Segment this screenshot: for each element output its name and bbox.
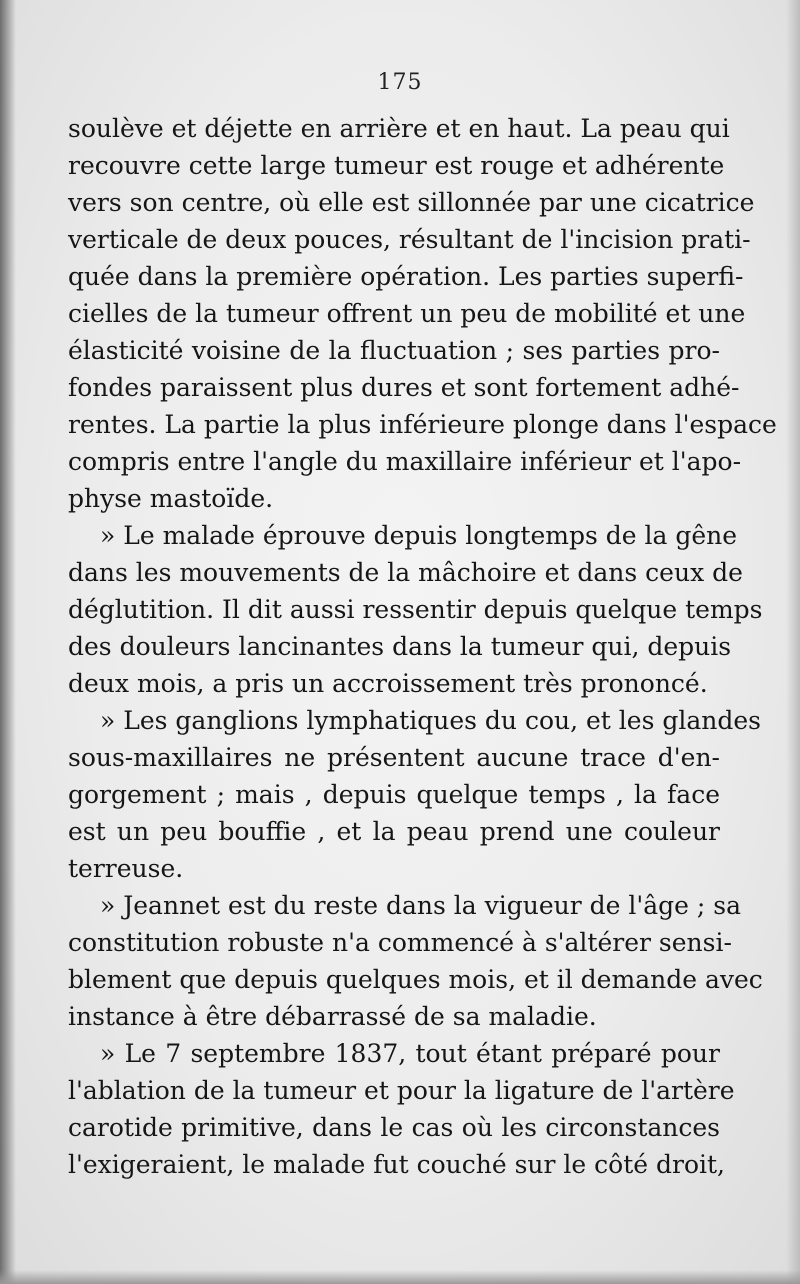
page-gutter-shadow: [0, 0, 16, 1284]
text-line: terreuse.: [68, 854, 184, 883]
paragraph-start-line: » Les ganglions lymphatiques du cou, et les glandes: [100, 706, 761, 735]
text-line: sous-maxillaires ne présentent aucune trace d'en-: [68, 743, 720, 772]
text-line: déglutition. Il dit aussi ressentir depuis quelque temps: [68, 595, 763, 624]
page-number: 175: [377, 70, 423, 95]
paragraph-start-line: » Le malade éprouve depuis longtemps de la gêne: [100, 521, 738, 550]
text-line: blement que depuis quelques mois, et il demande avec: [68, 965, 763, 994]
body-text: [68, 110, 777, 1183]
text-line: gorgement ; mais , depuis quelque temps , la face: [68, 780, 720, 809]
text-line: est un peu bouffie , et la peau prend une couleur: [68, 817, 720, 846]
text-line: vers son centre, où elle est sillonnée par une cicatrice: [68, 188, 755, 217]
page-edge-shadow: [786, 0, 800, 1284]
text-line: soulève et déjette en arrière et en haut. La peau qui: [68, 114, 730, 143]
text-line: constitution robuste n'a commencé à s'altérer sensi-: [68, 928, 732, 957]
text-line: recouvre cette large tumeur est rouge et adhérente: [68, 151, 725, 180]
text-line: l'ablation de la tumeur et pour la ligature de l'artère: [68, 1076, 735, 1105]
text-line: l'exigeraient, le malade fut couché sur le côté droit,: [68, 1150, 725, 1179]
text-line: carotide primitive, dans le cas où les circonstances: [68, 1113, 720, 1142]
text-line: dans les mouvements de la mâchoire et dans ceux de: [68, 558, 743, 587]
text-line: élasticité voisine de la fluctuation ; ses parties pro-: [68, 336, 720, 365]
text-line: physe mastoïde.: [68, 484, 274, 513]
paragraph-start-line: » Le 7 septembre 1837, tout étant préparé pour: [100, 1039, 720, 1068]
text-line: rentes. La partie la plus inférieure plonge dans l'espace: [68, 410, 777, 439]
page-bottom-shadow: [0, 1270, 800, 1284]
text-line: cielles de la tumeur offrent un peu de mobilité et une: [68, 299, 746, 328]
text-line: fondes paraissent plus dures et sont fortement adhé-: [68, 373, 740, 402]
text-line: verticale de deux pouces, résultant de l'incision prati-: [68, 225, 751, 254]
text-line: compris entre l'angle du maxillaire inférieur et l'apo-: [68, 447, 742, 476]
text-line: deux mois, a pris un accroissement très prononcé.: [68, 669, 708, 698]
text-line: instance à être débarrassé de sa maladie.: [68, 1002, 597, 1031]
paragraph-start-line: » Jeannet est du reste dans la vigueur de l'âge ; sa: [100, 891, 742, 920]
text-line: des douleurs lancinantes dans la tumeur qui, depuis: [68, 632, 732, 661]
text-line: quée dans la première opération. Les parties superfi-: [68, 262, 744, 291]
